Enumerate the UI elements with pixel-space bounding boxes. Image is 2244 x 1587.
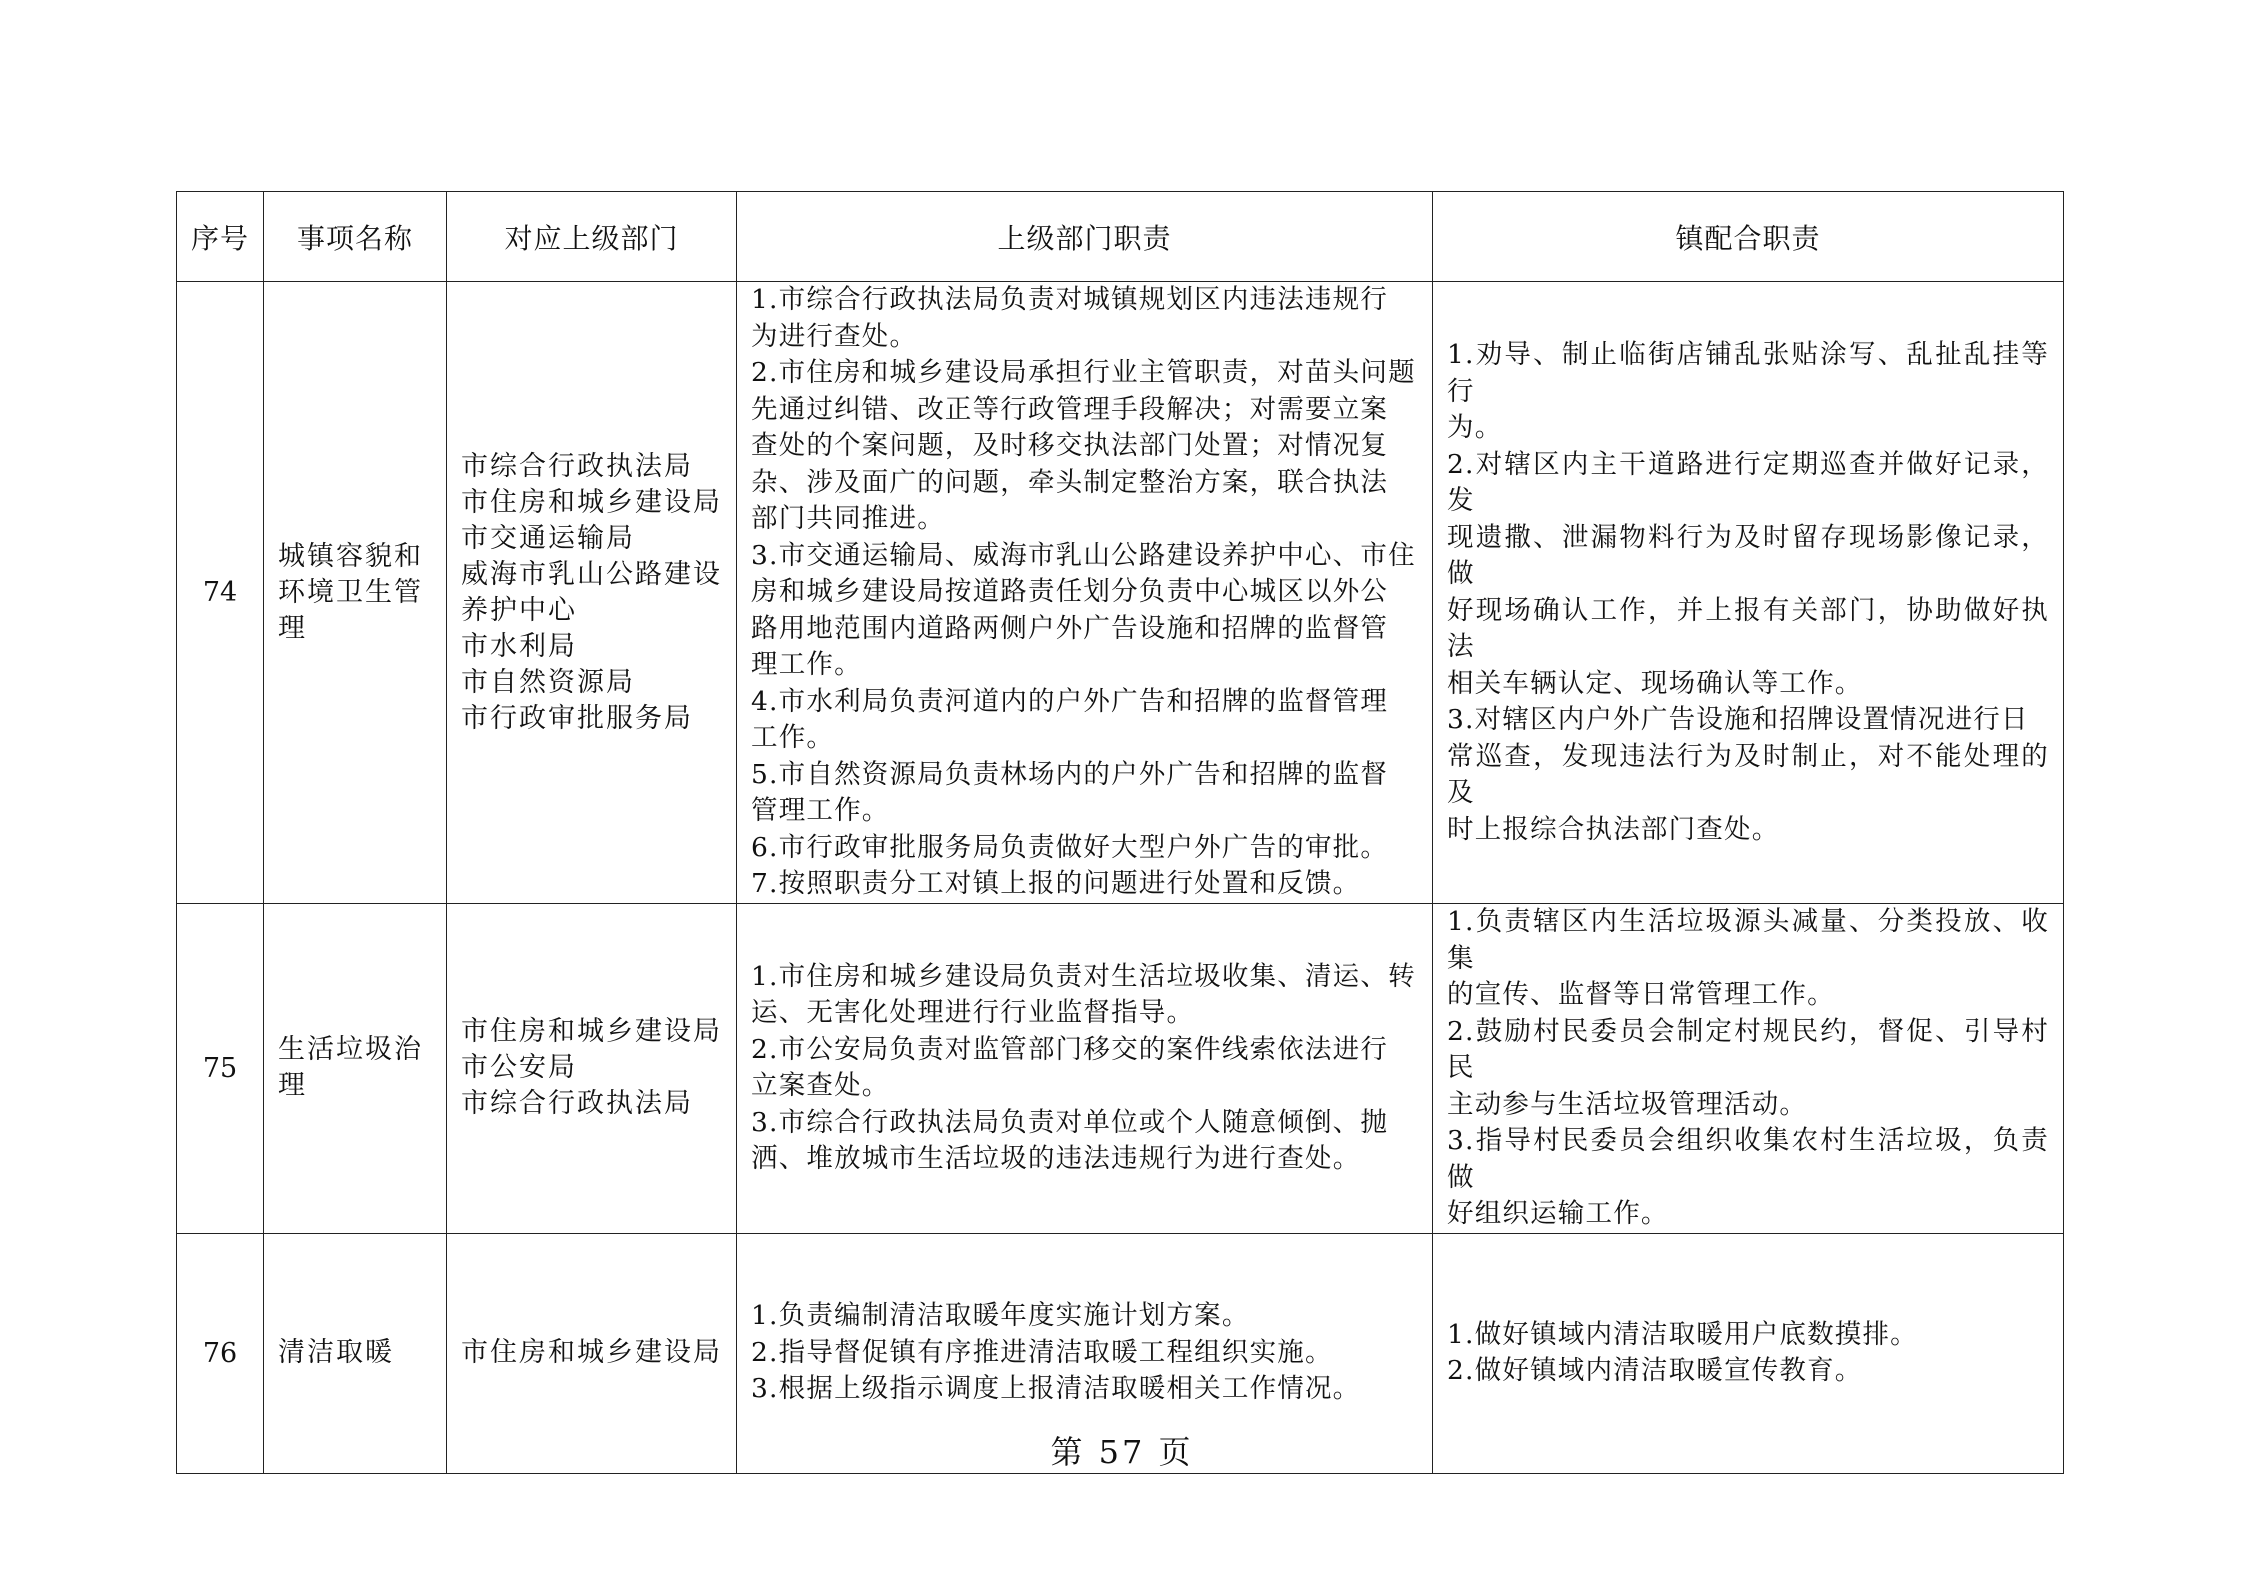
- header-duty: 上级部门职责: [737, 192, 1433, 282]
- cell-line: 3.根据上级指示调度上报清洁取暖相关工作情况。: [751, 1373, 1361, 1405]
- cell-line: 市公安局: [461, 1052, 577, 1084]
- cell-line: 主动参与生活垃圾管理活动。: [1447, 1088, 1808, 1120]
- cell-line: 工作。: [751, 722, 835, 754]
- header-name: 事项名称: [264, 192, 447, 282]
- cell-line: 查处的个案问题，及时移交执法部门处置；对情况复: [751, 430, 1389, 462]
- cell-line: 相关车辆认定、现场确认等工作。: [1447, 667, 1863, 699]
- cell-line: 现遗撒、泄漏物料行为及时留存现场影像记录，做: [1447, 521, 2049, 589]
- row-num: 75: [177, 904, 264, 1234]
- cell-line: 市水利局: [461, 630, 577, 662]
- cell-line: 市住房和城乡建设局: [461, 1337, 722, 1368]
- cell-line: 市行政审批服务局: [461, 702, 693, 734]
- header-dept: 对应上级部门: [447, 192, 737, 282]
- cell-line: 常巡查，发现违法行为及时制止，对不能处理的及: [1447, 740, 2049, 808]
- row-town-duty: [1433, 904, 2064, 1234]
- cell-line: 生活垃圾治: [278, 1034, 423, 1066]
- cell-line: 3.市综合行政执法局负责对单位或个人随意倾倒、抛: [751, 1106, 1389, 1138]
- cell-line: 4.市水利局负责河道内的户外广告和招牌的监督管理: [751, 685, 1389, 717]
- cell-line: 3.市交通运输局、威海市乳山公路建设养护中心、市住: [751, 539, 1416, 571]
- cell-line: 3.对辖区内户外广告设施和招牌设置情况进行日: [1447, 704, 2029, 735]
- cell-line: 为。: [1447, 412, 1503, 443]
- cell-line: 1.市住房和城乡建设局负责对生活垃圾收集、清运、转: [751, 960, 1416, 992]
- row-item-name: [264, 282, 447, 904]
- cell-line: 管理工作。: [751, 795, 890, 827]
- cell-line: 房和城乡建设局按道路责任划分负责中心城区以外公: [751, 576, 1389, 608]
- page-number: 第 57 页: [1050, 1433, 1194, 1471]
- table-row: [177, 282, 2064, 904]
- cell-line: 1.做好镇域内清洁取暖用户底数摸排。: [1447, 1318, 1918, 1350]
- row-superior-duty: [737, 282, 1433, 904]
- row-superior-dept: [447, 282, 737, 904]
- cell-line: 1.市综合行政执法局负责对城镇规划区内违法违规行: [751, 284, 1389, 316]
- table-row: [177, 904, 2064, 1234]
- cell-line: 洒、堆放城市生活垃圾的违法违规行为进行查处。: [751, 1143, 1361, 1175]
- cell-line: 2.对辖区内主干道路进行定期巡查并做好记录，发: [1447, 448, 2049, 516]
- cell-line: 市交通运输局: [461, 522, 635, 554]
- cell-line: 为进行查处。: [751, 320, 918, 352]
- cell-line: 2.市住房和城乡建设局承担行业主管职责，对苗头问题: [751, 357, 1416, 389]
- cell-line: 好组织运输工作。: [1447, 1198, 1669, 1229]
- cell-line: 理: [278, 1070, 307, 1102]
- cell-line: 市自然资源局: [461, 666, 635, 698]
- cell-line: 市综合行政执法局: [461, 450, 693, 482]
- cell-line: 威海市乳山公路建设: [461, 558, 722, 590]
- row-superior-dept: [447, 904, 737, 1234]
- cell-line: 清洁取暖: [278, 1337, 394, 1368]
- cell-line: 运、无害化处理进行行业监督指导。: [751, 997, 1195, 1029]
- row-superior-duty: [737, 904, 1433, 1234]
- cell-line: 2.做好镇域内清洁取暖宣传教育。: [1447, 1355, 1863, 1386]
- cell-line: 时上报综合执法部门查处。: [1447, 813, 1780, 845]
- cell-line: 城镇容貌和: [278, 540, 423, 572]
- cell-line: 部门共同推进。: [751, 503, 945, 535]
- row-item-name: [264, 904, 447, 1234]
- cell-line: 环境卫生管: [278, 576, 423, 608]
- cell-line: 1.劝导、制止临街店铺乱张贴涂写、乱扯乱挂等行: [1447, 339, 2049, 407]
- cell-line: 2.鼓励村民委员会制定村规民约，督促、引导村民: [1447, 1015, 2049, 1083]
- cell-line: 1.负责辖区内生活垃圾源头减量、分类投放、收集: [1447, 906, 2049, 974]
- header-num: 序号: [177, 192, 264, 282]
- cell-line: 6.市行政审批服务局负责做好大型户外广告的审批。: [751, 831, 1389, 863]
- row-num: 74: [177, 282, 264, 904]
- cell-line: 市住房和城乡建设局: [461, 1016, 722, 1048]
- cell-line: 的宣传、监督等日常管理工作。: [1447, 979, 1835, 1010]
- cell-line: 理工作。: [751, 649, 862, 681]
- cell-line: 7.按照职责分工对镇上报的问题进行处置和反馈。: [751, 868, 1361, 900]
- cell-line: 杂、涉及面广的问题，牵头制定整治方案，联合执法: [751, 466, 1389, 498]
- table-header-row: [177, 192, 2064, 282]
- cell-line: 好现场确认工作，并上报有关部门，协助做好执法: [1447, 594, 2049, 662]
- cell-line: 3.指导村民委员会组织收集农村生活垃圾，负责做: [1447, 1125, 2049, 1193]
- duty-table: [176, 191, 2064, 1474]
- cell-line: 立案查处。: [751, 1070, 890, 1102]
- cell-line: 市住房和城乡建设局: [461, 486, 722, 518]
- row-num: 76: [177, 1233, 264, 1473]
- row-town-duty: [1433, 282, 2064, 904]
- header-town: 镇配合职责: [1433, 192, 2064, 282]
- cell-line: 路用地范围内道路两侧户外广告设施和招牌的监督管: [751, 612, 1389, 644]
- cell-line: 5.市自然资源局负责林场内的户外广告和招牌的监督: [751, 758, 1389, 790]
- cell-line: 理: [278, 612, 307, 644]
- cell-line: 市综合行政执法局: [461, 1088, 693, 1120]
- cell-line: 1.负责编制清洁取暖年度实施计划方案。: [751, 1300, 1250, 1332]
- cell-line: 先通过纠错、改正等行政管理手段解决；对需要立案: [751, 393, 1389, 425]
- cell-line: 2.指导督促镇有序推进清洁取暖工程组织实施。: [751, 1336, 1333, 1368]
- cell-line: 2.市公安局负责对监管部门移交的案件线索依法进行: [751, 1033, 1389, 1065]
- cell-line: 养护中心: [461, 594, 577, 626]
